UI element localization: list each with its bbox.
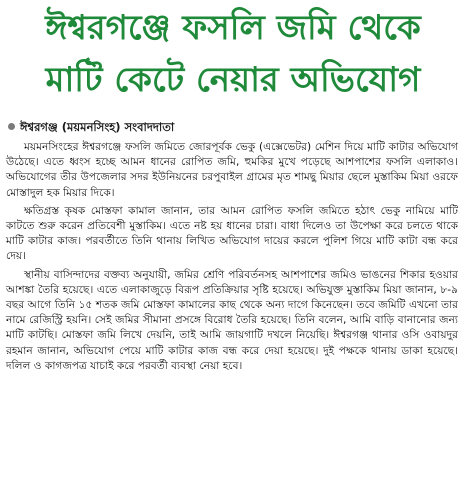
headline-line-2: মাটি কেটে নেয়ার অভিযোগ — [45, 60, 421, 100]
headline — [0, 2, 466, 106]
article-body — [6, 140, 458, 377]
paragraph: ক্ষতিগ্রস্ত কৃষক মোস্তফা কামাল জানান, তার আমন রোপিত ফসলি জমিতে হঠাৎ ভেকু নামিয়ে মাটি কাটতে শুরু করেন প্রতিবেশী মুস্তাকিম। এতে নষ্ট হয় ধানের চারা। বাধা দিলেও তা উপেক্ষা করে চলতে থাকে মাটি কাটার কাজ। পরবর্তীতে তিনি থানায় লিখিত অভিযোগ দায়ের করলে পুলিশ গিয়ে মাটি কাটা বন্ধ করে দেয়। — [6, 204, 458, 263]
byline-text: ঈশ্বরগঞ্জ (ময়মনসিংহ) সংবাদদাতা — [20, 120, 175, 134]
paragraph: ময়মনসিংহের ঈশ্বরগঞ্জে ফসলি জমিতে জোরপূর্বক ভেকু (এক্সেভেটর) মেশিন দিয়ে মাটি কাটার অভিযোগ উঠেছে। এতে ধ্বংস হচ্ছে আমন ধানের রোপিত জমি, হুমকির মুখে পড়েছে আশপাশের ফসলি এলাকাও। অভিযোগের তীর উপজেলার সদর ইউনিয়নের চরপুবাইল গ্রামের মৃত শামছু মিয়ার ছেলে মুস্তাকিম মিয়া ওরফে মোস্তাদুল হক মিয়ার দিকে। — [6, 141, 458, 199]
byline — [8, 118, 174, 136]
bullet-icon — [8, 123, 15, 130]
paragraph: স্থানীয় বাসিন্দাদের বক্তব্য অনুযায়ী, জমির শ্রেণি পরিবর্তনসহ আশপাশের জমিও ভাঙনের শিকার হওয়ার আশঙ্কা তৈরি হয়েছে। এতে এলাকাজুড়ে বিরূপ প্রতিক্রিয়ার সৃষ্টি হয়েছে। অভিযুক্ত মুস্তাকিম মিয়া জানান, ৮-৯ বছর আগে তিনি ১৫ শতক জমি মোস্তফা কামালের কাছ থেকে অন্য দাগে কিনেছেন। তবে জমিটি এখনো তার নামে রেজিস্ট্রি হয়নি। সেই জমির সীমানা প্রসঙ্গে বিরোধ তৈরি হয়েছে। তিনি বলেন, আমি বাড়ি বানানোর জন্য মাটি কাটছি। মোস্তফা জমি লিখে দেয়নি, তাই আমি জায়গাটি দখলে নিয়েছি। ঈশ্বরগঞ্জ থানার ওসি ওবায়দুর রহমান জানান, অভিযোগ পেয়ে মাটি কাটার কাজ বন্ধ করে দেয়া হয়েছে। দুই পক্ষকে থানায় ডাকা হয়েছে। দলিল ও কাগজপত্র যাচাই করে পরবর্তী ব্যবস্থা নেয়া হবে। — [6, 268, 458, 372]
headline-line-1: ঈশ্বরগঞ্জে ফসলি জমি থেকে — [45, 8, 421, 48]
